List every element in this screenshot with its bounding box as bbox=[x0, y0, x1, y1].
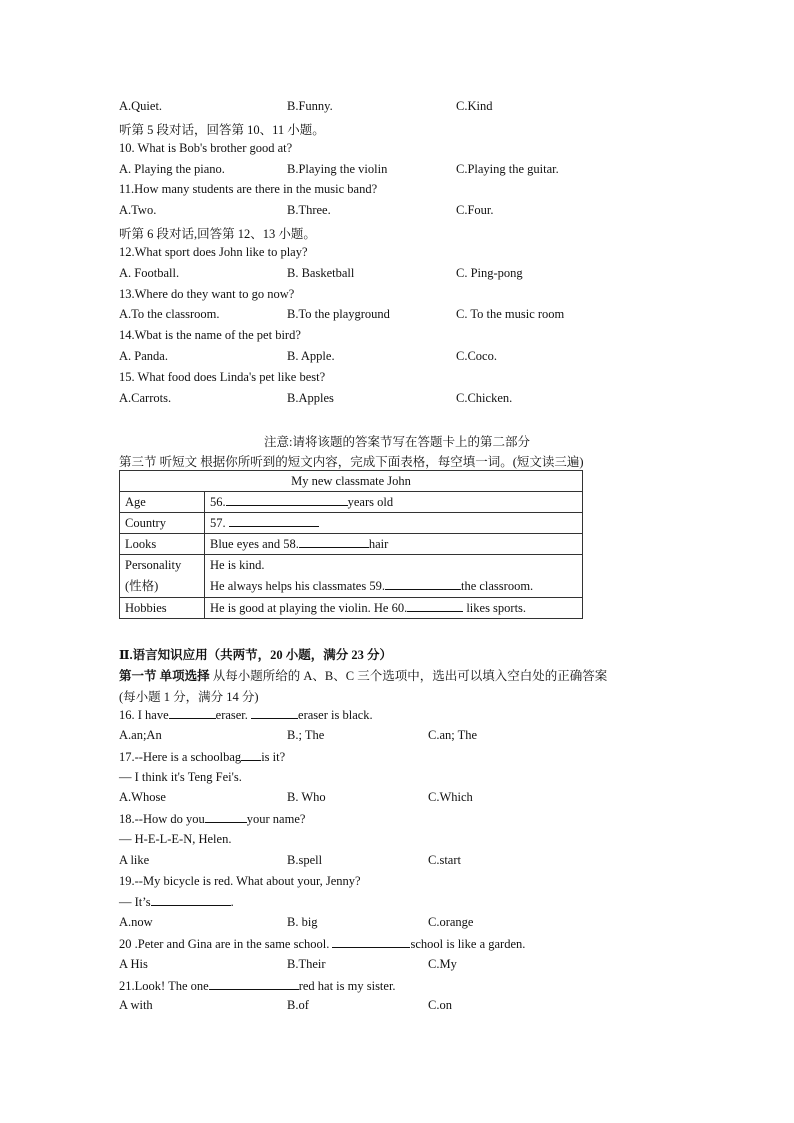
q13-option-b: B.To the playground bbox=[287, 307, 390, 321]
q11-text: 11.How many students are there in the music band? bbox=[119, 182, 378, 196]
q21-option-a: A with bbox=[119, 998, 153, 1012]
personality-label-cn: (性格) bbox=[125, 579, 159, 593]
q21-text bbox=[119, 978, 396, 994]
q16-option-c: C.an; The bbox=[428, 728, 478, 742]
row-value-age bbox=[205, 492, 583, 513]
q16-text bbox=[119, 707, 373, 723]
q18-option-a: A like bbox=[119, 853, 150, 867]
row-value-country bbox=[205, 513, 583, 534]
part2-title: Ⅱ.语言知识应用（共两节，20 小题，满分 23 分） bbox=[119, 648, 393, 662]
q16-blank-1 bbox=[169, 707, 216, 719]
row-value-looks bbox=[205, 534, 583, 555]
blank-58 bbox=[299, 536, 369, 548]
q21-prefix: 21.Look! The one bbox=[119, 979, 209, 993]
q18-option-b: B.spell bbox=[287, 853, 323, 867]
row-label-personality bbox=[120, 555, 205, 598]
section5-instruction: 听第 5 段对话，回答第 10、11 小题。 bbox=[119, 123, 325, 137]
q20-text bbox=[119, 936, 525, 952]
blank-59 bbox=[385, 578, 461, 590]
q13-text: 13.Where do they want to go now? bbox=[119, 287, 295, 301]
q14-text: 14.Wbat is the name of the pet bird? bbox=[119, 328, 301, 342]
table-title: My new classmate John bbox=[120, 471, 583, 492]
row-label-age: Age bbox=[120, 492, 205, 513]
q20-prefix: 20 .Peter and Gina are in the same school. bbox=[119, 937, 333, 951]
q14-option-c: C.Coco. bbox=[456, 349, 497, 363]
hobbies-suffix: likes sports. bbox=[466, 601, 527, 615]
personality-line2-suffix: the classroom. bbox=[460, 579, 534, 593]
q19-blank bbox=[151, 894, 231, 906]
table-row bbox=[120, 598, 583, 619]
table-row bbox=[120, 471, 583, 492]
q16-option-a: A.an;An bbox=[119, 728, 162, 742]
part2-section1-scoring: (每小题 1 分，满分 14 分) bbox=[119, 690, 259, 704]
q12-option-a: A. Football. bbox=[119, 266, 180, 280]
info-table bbox=[119, 470, 583, 619]
q14-option-b: B. Apple. bbox=[287, 349, 335, 363]
q10-option-c: C.Playing the guitar. bbox=[456, 162, 559, 176]
q20-option-a: A His bbox=[119, 957, 148, 971]
q9-option-c: C.Kind bbox=[456, 99, 493, 113]
section6-instruction: 听第 6 段对话,回答第 12、13 小题。 bbox=[119, 227, 316, 241]
row-value-personality bbox=[205, 555, 583, 598]
country-prefix: 57. bbox=[210, 516, 226, 530]
q18-suffix: your name? bbox=[246, 812, 306, 826]
q14-option-a: A. Panda. bbox=[119, 349, 168, 363]
section3-title: 第三节 听短文 根据你所听到的短文内容，完成下面表格，每空填一词。(短文读三遍) bbox=[119, 455, 584, 469]
q15-option-c: C.Chicken. bbox=[456, 391, 513, 405]
q18-text bbox=[119, 811, 305, 827]
table-row bbox=[120, 492, 583, 513]
q18-option-c: C.start bbox=[428, 853, 461, 867]
q17-text bbox=[119, 749, 285, 765]
table-row bbox=[120, 513, 583, 534]
q16-blank-2 bbox=[251, 707, 298, 719]
q17-suffix: is it? bbox=[261, 750, 286, 764]
blank-57 bbox=[229, 515, 319, 527]
table-row bbox=[120, 555, 583, 598]
part2-section1-text: 从每小题所给的 A、B、C 三个选项中，选出可以填入空白处的正确答案 bbox=[209, 669, 608, 683]
q17-prefix: 17.--Here is a schoolbag bbox=[119, 750, 242, 764]
q10-text: 10. What is Bob's brother good at? bbox=[119, 141, 293, 155]
q11-option-b: B.Three. bbox=[287, 203, 331, 217]
q20-option-c: C.My bbox=[428, 957, 457, 971]
q10-option-a: A. Playing the piano. bbox=[119, 162, 225, 176]
q21-option-c: C.on bbox=[428, 998, 452, 1012]
q16-middle: eraser. bbox=[215, 708, 252, 722]
q10-option-b: B.Playing the violin bbox=[287, 162, 388, 176]
q18-blank bbox=[205, 811, 247, 823]
q18-reply: — H-E-L-E-N, Helen. bbox=[119, 832, 232, 846]
q17-option-a: A.Whose bbox=[119, 790, 166, 804]
q19-text: 19.--My bicycle is red. What about your, Jenny? bbox=[119, 874, 361, 888]
personality-label: Personality bbox=[125, 558, 182, 572]
q19-reply-suffix: . bbox=[230, 895, 234, 909]
q17-reply: — I think it's Teng Fei's. bbox=[119, 770, 242, 784]
age-suffix: years old bbox=[347, 495, 394, 509]
notice: 注意:请将该题的答案节写在答题卡上的第二部分 bbox=[264, 435, 530, 449]
row-label-looks: Looks bbox=[120, 534, 205, 555]
q19-option-c: C.orange bbox=[428, 915, 474, 929]
q19-reply bbox=[119, 894, 234, 910]
row-label-country: Country bbox=[120, 513, 205, 534]
q15-option-b: B.Apples bbox=[287, 391, 334, 405]
q13-option-c: C. To the music room bbox=[456, 307, 565, 321]
q15-text: 15. What food does Linda's pet like best? bbox=[119, 370, 326, 384]
age-prefix: 56. bbox=[210, 495, 226, 509]
q20-suffix: school is like a garden. bbox=[410, 937, 526, 951]
q15-option-a: A.Carrots. bbox=[119, 391, 172, 405]
q9-option-b: B.Funny. bbox=[287, 99, 333, 113]
looks-suffix: hair bbox=[368, 537, 389, 551]
q20-blank bbox=[332, 936, 410, 948]
row-value-hobbies bbox=[205, 598, 583, 619]
part2-section1-instruction bbox=[119, 666, 607, 684]
q21-suffix: red hat is my sister. bbox=[298, 979, 396, 993]
hobbies-prefix: He is good at playing the violin. He 60. bbox=[210, 601, 408, 615]
q19-option-b: B. big bbox=[287, 915, 318, 929]
q13-option-a: A.To the classroom. bbox=[119, 307, 220, 321]
table-row bbox=[120, 534, 583, 555]
q18-prefix: 18.--How do you bbox=[119, 812, 205, 826]
part2-section1-heading: 第一节 单项选择 bbox=[119, 669, 210, 683]
q11-option-c: C.Four. bbox=[456, 203, 494, 217]
personality-line1: He is kind. bbox=[210, 558, 265, 572]
q20-option-b: B.Their bbox=[287, 957, 326, 971]
looks-prefix: Blue eyes and 58. bbox=[210, 537, 299, 551]
q16-option-b: B.; The bbox=[287, 728, 325, 742]
q16-prefix: 16. I have bbox=[119, 708, 169, 722]
q11-option-a: A.Two. bbox=[119, 203, 157, 217]
q12-option-b: B. Basketball bbox=[287, 266, 355, 280]
blank-60 bbox=[407, 600, 463, 612]
q12-text: 12.What sport does John like to play? bbox=[119, 245, 308, 259]
q9-option-a: A.Quiet. bbox=[119, 99, 163, 113]
q17-option-c: C.Which bbox=[428, 790, 473, 804]
row-label-hobbies: Hobbies bbox=[120, 598, 205, 619]
q12-option-c: C. Ping-pong bbox=[456, 266, 523, 280]
q17-blank bbox=[241, 749, 261, 761]
q16-suffix: eraser is black. bbox=[298, 708, 373, 722]
q19-reply-prefix: — It’s bbox=[119, 895, 151, 909]
blank-56 bbox=[226, 494, 348, 506]
q21-option-b: B.of bbox=[287, 998, 309, 1012]
q19-option-a: A.now bbox=[119, 915, 153, 929]
personality-line2-prefix: He always helps his classmates 59. bbox=[210, 579, 385, 593]
q17-option-b: B. Who bbox=[287, 790, 326, 804]
q21-blank bbox=[209, 978, 299, 990]
